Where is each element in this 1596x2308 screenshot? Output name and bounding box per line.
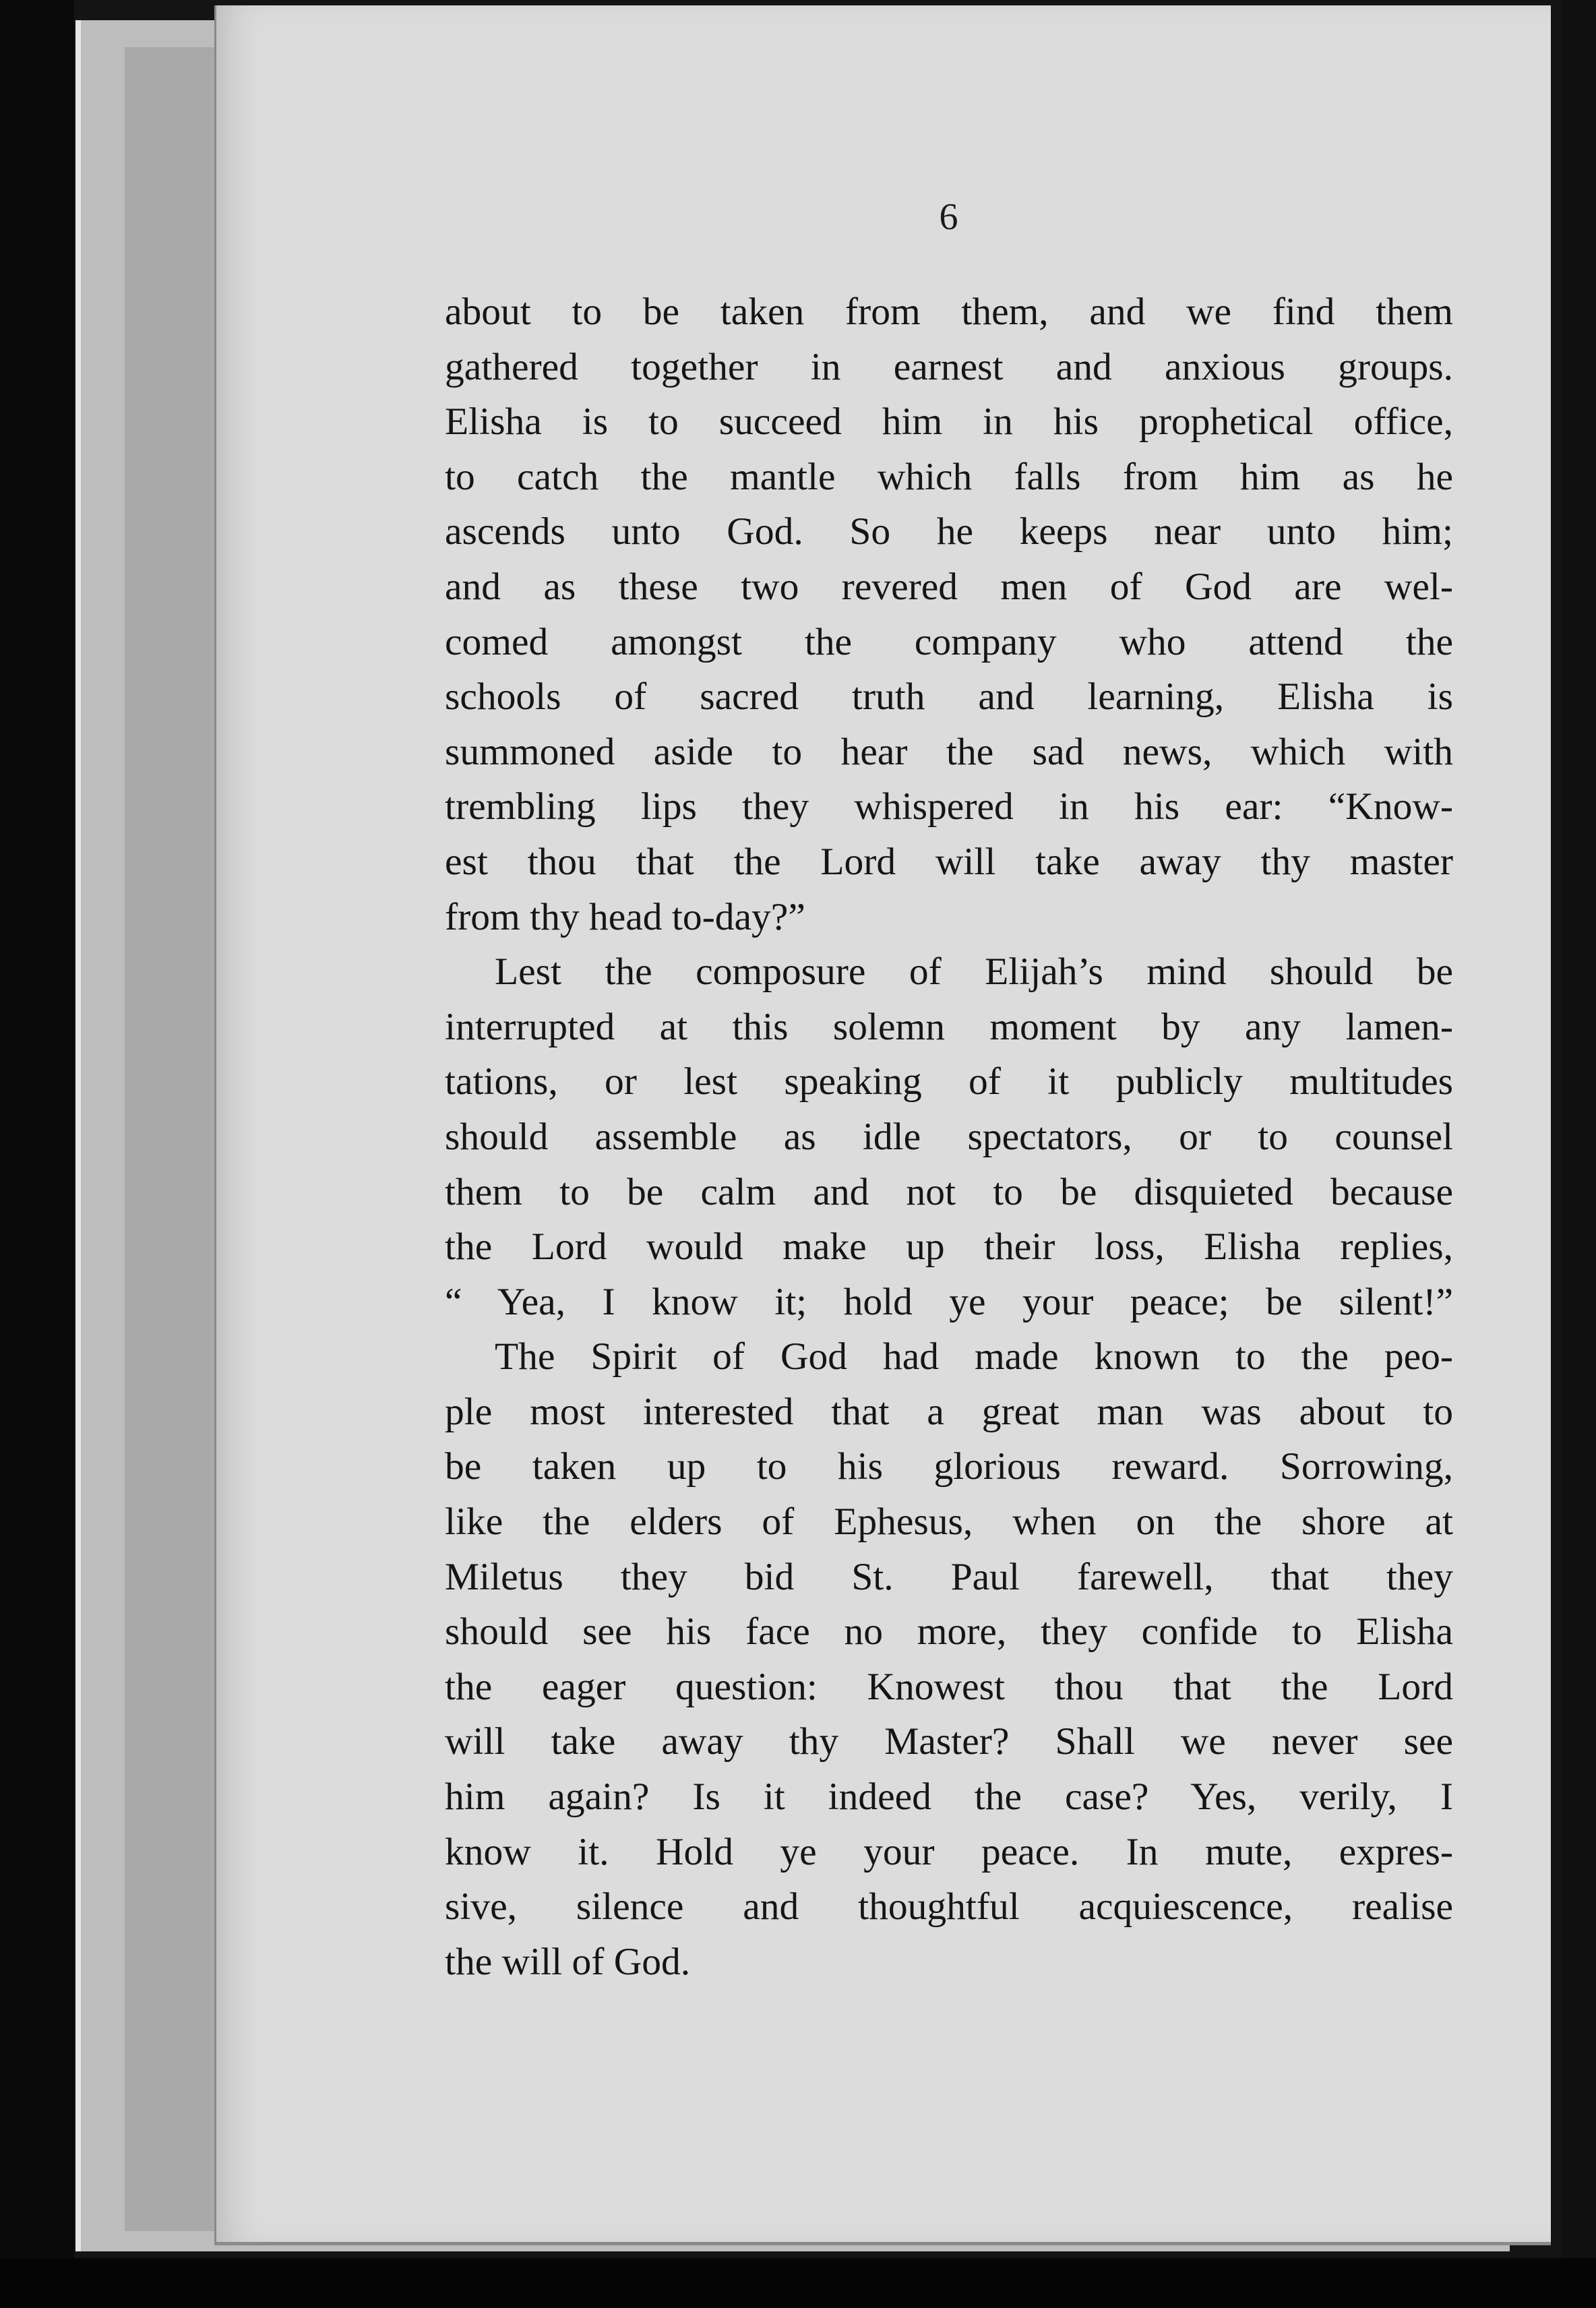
text-line: like the elders of Ephesus, when on the shore at xyxy=(445,1500,1453,1544)
text-line: about to be taken from them, and we find them xyxy=(445,291,1453,333)
text-line: summoned aside to hear the sad news, which with xyxy=(445,730,1453,773)
text-line: to catch the mantle which falls from him as he xyxy=(445,455,1453,498)
text-line: should see his face no more, they confide to Elisha xyxy=(445,1610,1453,1653)
text-line: will take away thy Master? Shall we never see xyxy=(445,1720,1453,1763)
text-line: Miletus they bid St. Paul farewell, that they xyxy=(445,1555,1453,1598)
text-line: know it. Hold ye your peace. In mute, expres- xyxy=(445,1830,1453,1873)
text-line: him again? Is it indeed the case? Yes, verily, I xyxy=(445,1775,1453,1819)
text-line: comed amongst the company who attend the xyxy=(445,620,1453,663)
text-line: Lest the composure of Elijah’s mind should be xyxy=(495,950,1453,994)
scan-bottom-edge xyxy=(0,2258,1596,2308)
text-line: ple most interested that a great man was about to xyxy=(445,1390,1453,1433)
text-line: interrupted at this solemn moment by any lamen- xyxy=(445,1005,1453,1048)
text-line: Elisha is to succeed him in his prophetical office, xyxy=(445,400,1453,444)
page-number: 6 xyxy=(939,196,958,238)
text-line: the eager question: Knowest thou that the Lord xyxy=(445,1665,1453,1708)
text-line: the will of God. xyxy=(445,1940,691,1983)
text-line: est thou that the Lord will take away thy master xyxy=(445,840,1453,883)
scan-right-edge xyxy=(1562,0,1596,2308)
text-line: schools of sacred truth and learning, Elisha is xyxy=(445,675,1453,719)
text-line: and as these two revered men of God are wel- xyxy=(445,565,1453,608)
text-line: from thy head to-day?” xyxy=(445,895,805,938)
scan-dark-margin xyxy=(0,0,74,2308)
text-line: The Spirit of God had made known to the peo- xyxy=(495,1335,1453,1378)
text-line: should assemble as idle spectators, or to counsel xyxy=(445,1115,1453,1158)
text-line: ascends unto God. So he keeps near unto him; xyxy=(445,510,1453,553)
page-body-text xyxy=(445,284,1453,1989)
text-line: “ Yea, I know it; hold ye your peace; be silent!” xyxy=(445,1280,1453,1323)
text-line: tations, or lest speaking of it publicly multitudes xyxy=(445,1060,1453,1103)
text-line: be taken up to his glorious reward. Sorrowing, xyxy=(445,1445,1453,1488)
text-line: them to be calm and not to be disquieted because xyxy=(445,1170,1453,1213)
text-line: the Lord would make up their loss, Elisha replies, xyxy=(445,1225,1453,1269)
text-line: trembling lips they whispered in his ear: “Know- xyxy=(445,785,1453,828)
text-line: gathered together in earnest and anxious groups. xyxy=(445,345,1453,388)
text-line: sive, silence and thoughtful acquiescence, realise xyxy=(445,1885,1453,1929)
